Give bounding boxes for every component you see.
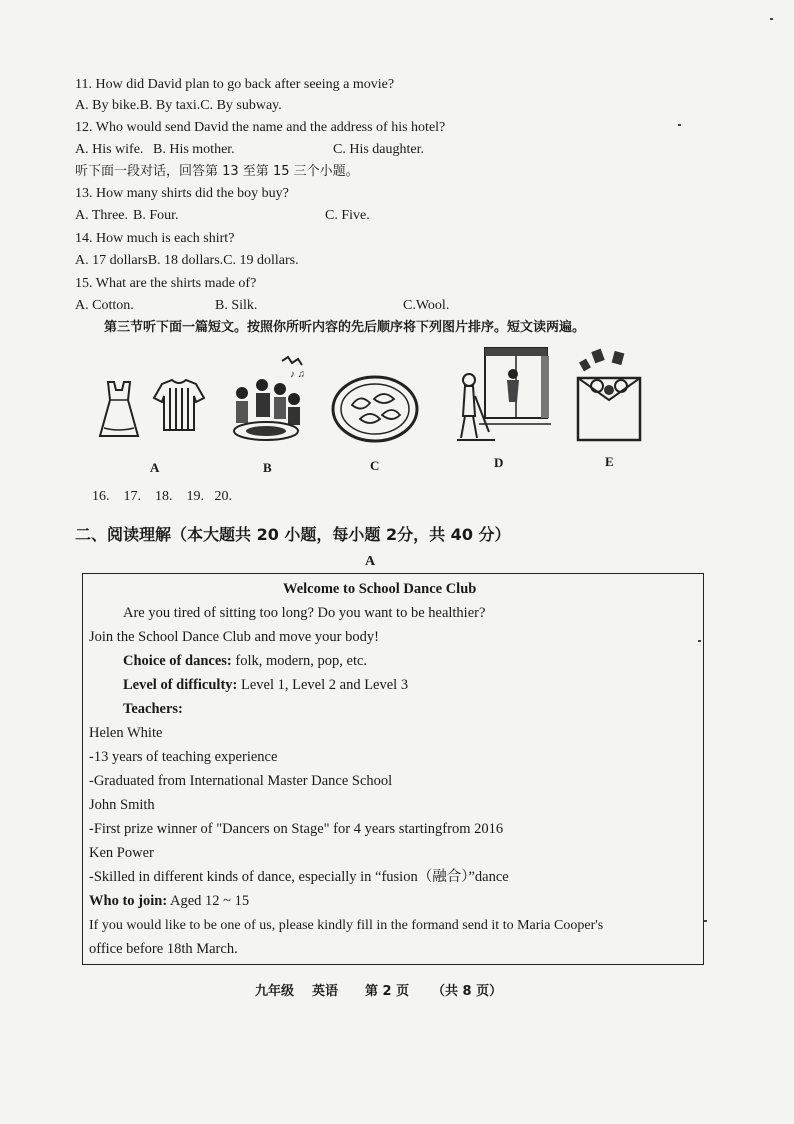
ad-apply-1: If you would like to be one of us, please kindly fill in the formand send it to Maria Cooper's	[89, 918, 604, 933]
window-cleaning-icon	[455, 346, 555, 446]
footer-page: 第 2 页	[365, 984, 410, 999]
red-packet-icon	[575, 348, 645, 446]
teacher-3-name: Ken Power	[89, 845, 154, 861]
option-c: C. Five.	[325, 208, 370, 223]
section3-instruction: 第三节听下面一篇短文。按照你所听内容的先后顺序将下列图片排序。短文读两遍。	[104, 320, 586, 335]
choice-value: folk, modern, pop, etc.	[231, 653, 368, 669]
ad-apply-2: office before 18th March.	[89, 941, 238, 957]
ad-intro-2: Join the School Dance Club and move your body!	[89, 629, 379, 645]
option-a: A. His wife.	[75, 142, 144, 157]
footer-total: （共 8 页）	[432, 984, 503, 999]
dress-and-shirt-icon	[96, 378, 216, 448]
option-a: A. Three.	[75, 208, 128, 223]
join-label: Who to join:	[89, 893, 168, 909]
ad-intro-1: Are you tired of sitting too long? Do you want to be healthier?	[123, 605, 486, 621]
option-a: A. Cotton.	[75, 298, 134, 313]
svg-text:♪ ♫: ♪ ♫	[290, 369, 305, 380]
join-value: Aged 12 ~ 15	[167, 893, 250, 909]
teacher-1-detail-2: -Graduated from International Master Dance School	[89, 773, 393, 789]
footer-grade: 九年级	[255, 984, 295, 999]
teacher-3-detail-1: -Skilled in different kinds of dance, especially in “fusion（融合）”dance	[89, 869, 509, 885]
picture-label-a: A	[150, 460, 160, 475]
ad-teachers-label: Teachers:	[123, 701, 183, 717]
party-icon	[222, 355, 312, 450]
option-a: A. 17 dollars	[75, 253, 148, 268]
scan-speck	[678, 124, 681, 126]
question-14: 14. How much is each shirt?	[75, 231, 235, 246]
picture-label-c: C	[370, 458, 380, 473]
scan-speck	[704, 920, 707, 922]
option-c: C. His daughter.	[333, 142, 424, 157]
question-13: 13. How many shirts did the boy buy?	[75, 186, 289, 201]
option-b: B. Silk.	[215, 298, 258, 313]
ad-who-to-join	[89, 892, 249, 911]
question-11: 11. How did David plan to go back after seeing a movie?	[75, 77, 395, 92]
passage-letter: A	[365, 554, 376, 569]
question-12: 12. Who would send David the name and the address of his hotel?	[75, 120, 446, 135]
picture-label-e: E	[605, 454, 614, 469]
option-b: B. His mother.	[153, 142, 235, 157]
dumplings-icon	[330, 373, 420, 445]
picture-label-d: D	[494, 455, 504, 470]
ad-title: Welcome to School Dance Club	[283, 581, 477, 597]
ad-choice	[123, 652, 367, 671]
question-15-options	[75, 297, 675, 315]
dance-club-ad	[82, 573, 704, 965]
question-13-options	[75, 207, 675, 225]
option-b: B. By taxi.	[139, 98, 201, 113]
scan-speck	[698, 640, 701, 642]
teacher-2-name: John Smith	[89, 797, 155, 813]
picture-label-b: B	[263, 460, 272, 475]
ad-level	[123, 676, 408, 695]
option-a: A. By bike.	[75, 98, 140, 113]
teacher-1-name: Helen White	[89, 725, 163, 741]
question-12-options	[75, 141, 675, 159]
footer-subject: 英语	[312, 984, 339, 999]
question-14-options	[75, 252, 299, 270]
option-c: C. 19 dollars.	[223, 253, 299, 268]
teacher-2-detail-1: -First prize winner of "Dancers on Stage" for 4 years startingfrom 2016	[89, 821, 504, 837]
instruction-13-15: 听下面一段对话，回答第 13 至第 15 三个小题。	[75, 164, 359, 179]
option-b: B. Four.	[133, 208, 179, 223]
level-value: Level 1, Level 2 and Level 3	[237, 677, 409, 693]
option-c: C.Wool.	[403, 298, 450, 313]
level-label: Level of difficulty:	[123, 677, 238, 693]
teacher-1-detail-1: -13 years of teaching experience	[89, 749, 278, 765]
scan-speck	[770, 18, 773, 20]
part2-title: 二、阅读理解（本大题共 20 小题，每小题 2分，共 40 分）	[75, 525, 511, 544]
question-15: 15. What are the shirts made of?	[75, 276, 257, 291]
option-b: B. 18 dollars.	[147, 253, 224, 268]
option-c: C. By subway.	[200, 98, 282, 113]
question-11-options	[75, 97, 282, 115]
choice-label: Choice of dances:	[123, 653, 232, 669]
answer-blanks: 16. 17. 18. 19. 20.	[92, 489, 232, 504]
